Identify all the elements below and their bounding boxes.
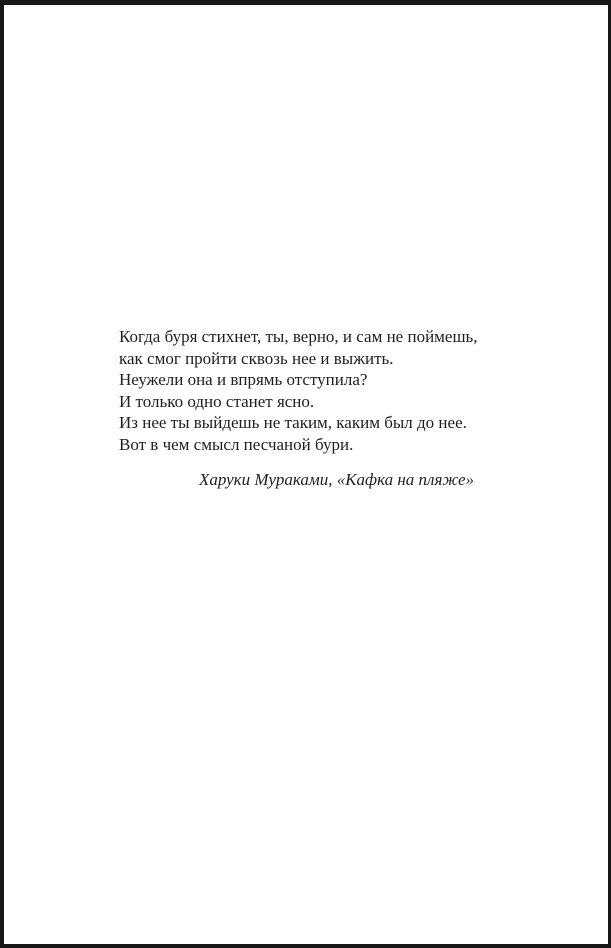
epigraph-line: Из нее ты выйдешь не таким, каким был до нее. <box>119 413 467 432</box>
epigraph-line: Вот в чем смысл песчаной бури. <box>119 434 354 454</box>
epigraph-line: И только одно станет ясно. <box>119 391 315 411</box>
epigraph-line: как смог пройти сквозь нее и выжить. <box>119 348 394 368</box>
epigraph-block <box>119 326 481 491</box>
epigraph-line: Когда буря стихнет, ты, верно, и сам не поймешь, <box>119 327 478 346</box>
book-page <box>4 5 608 944</box>
epigraph-attribution: Харуки Мураками, «Кафка на пляже» <box>198 470 474 489</box>
epigraph-line: Неужели она и впрямь отступила? <box>119 370 368 389</box>
